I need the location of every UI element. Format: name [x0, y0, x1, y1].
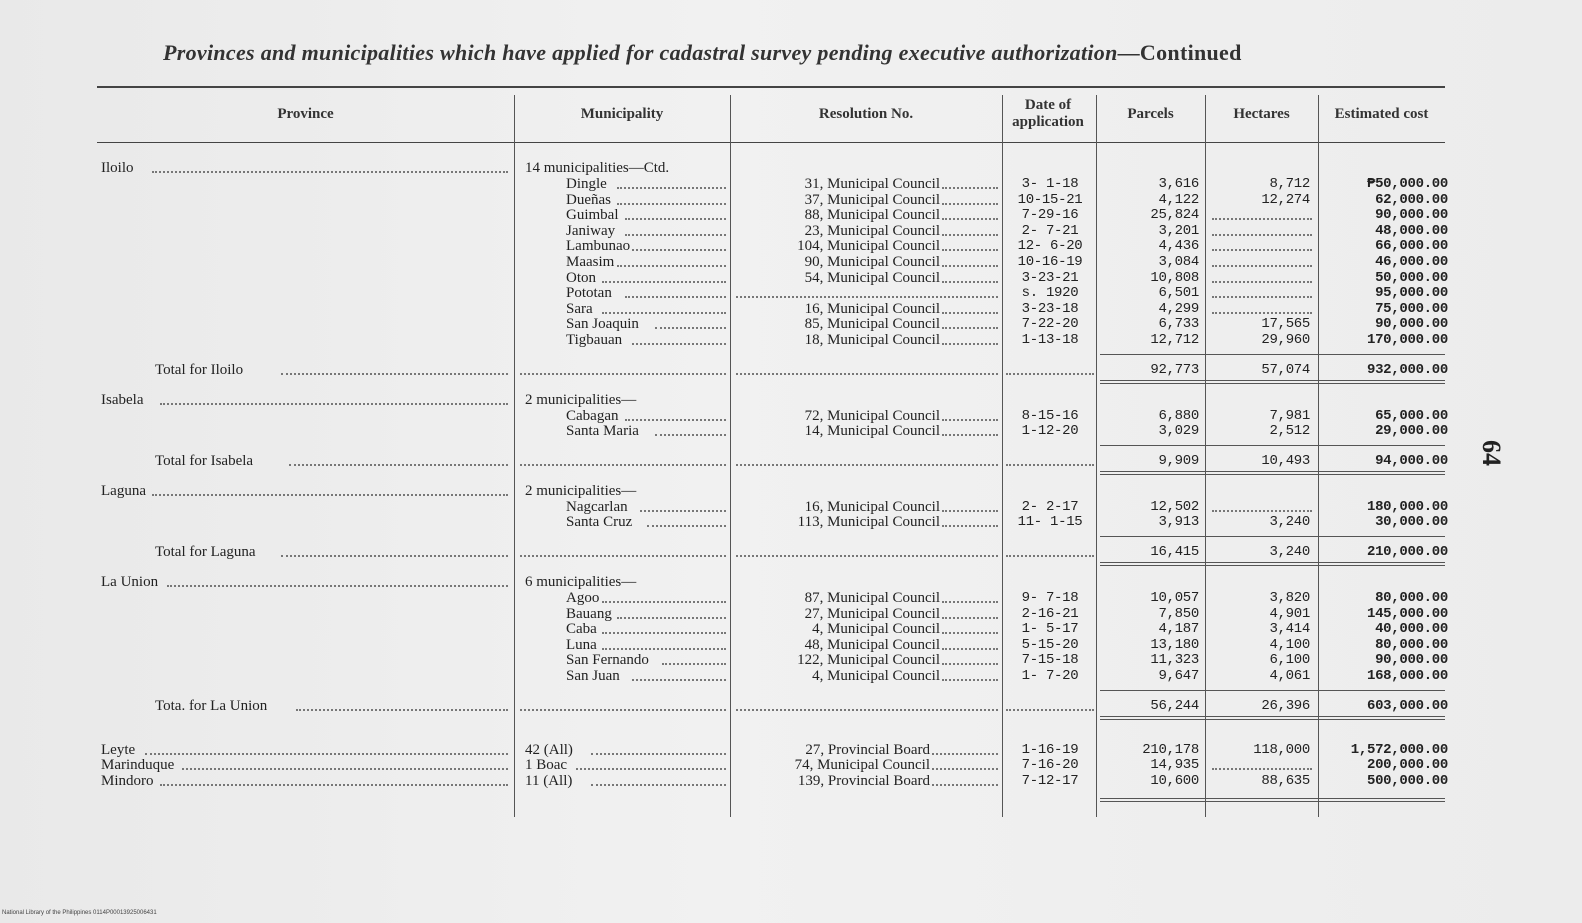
- dot-leader: [932, 784, 998, 786]
- hectares-value: 4,061: [1269, 668, 1310, 684]
- column-divider: [1002, 95, 1003, 817]
- dot-leader: [281, 555, 508, 557]
- dot-leader: [942, 249, 998, 251]
- dot-leader: [145, 753, 509, 755]
- municipality-name: 42 (All): [525, 741, 573, 758]
- municipality-name: Dingle: [566, 176, 607, 192]
- dot-leader: [942, 601, 998, 603]
- dot-leader: [942, 218, 998, 220]
- application-date: 1-13-18: [1021, 332, 1079, 348]
- municipality-name: Tigbauan: [566, 332, 623, 348]
- application-date: 2- 7-21: [1021, 222, 1079, 239]
- municipality-name: San Juan: [566, 668, 620, 684]
- estimated-cost-value: 180,000.00: [1366, 498, 1448, 515]
- municipality-name: Guimbal: [566, 207, 619, 224]
- dot-leader: [1212, 265, 1312, 267]
- estimated-cost-value: 65,000.00: [1375, 407, 1448, 424]
- municipality-name: Janiway: [566, 222, 616, 239]
- total-double-rule: [1100, 719, 1445, 720]
- parcels-value: 6,501: [1158, 285, 1199, 302]
- resolution-number: 31, Municipal Council: [804, 176, 940, 192]
- dot-leader: [625, 419, 727, 421]
- municipality-name: Cabagan: [566, 407, 619, 424]
- dot-leader: [942, 187, 998, 189]
- hectares-value: 7,981: [1269, 407, 1310, 424]
- top-rule: [97, 86, 1445, 88]
- total-hectares: 26,396: [1261, 697, 1310, 714]
- municipality-name: 1 Boac: [525, 757, 568, 774]
- dot-leader: [625, 218, 727, 220]
- total-double-rule: [1100, 380, 1445, 381]
- province-name: Isabela: [101, 391, 144, 408]
- column-header-resolution-no: Resolution No.: [818, 106, 914, 122]
- dot-leader: [602, 648, 726, 650]
- resolution-number: 27, Municipal Council: [804, 605, 940, 622]
- dot-leader: [1212, 312, 1312, 314]
- dot-leader: [602, 601, 726, 603]
- dot-leader: [632, 679, 726, 681]
- total-estimated-cost: 603,000.00: [1366, 697, 1448, 714]
- resolution-number: 16, Municipal Council: [804, 300, 940, 317]
- resolution-number: 85, Municipal Council: [804, 316, 940, 333]
- hectares-value: 2,512: [1269, 423, 1310, 440]
- estimated-cost-value: 62,000.00: [1375, 191, 1448, 208]
- application-date: 1-12-20: [1021, 423, 1079, 440]
- dot-leader: [942, 679, 998, 681]
- application-date: 7-16-20: [1021, 757, 1079, 774]
- total-double-rule: [1100, 471, 1445, 472]
- dot-leader: [736, 709, 998, 711]
- dot-leader: [942, 434, 998, 436]
- dot-leader: [942, 632, 998, 634]
- dot-leader: [152, 171, 508, 173]
- column-divider: [1318, 95, 1319, 817]
- application-date: 2-16-21: [1021, 605, 1079, 622]
- municipality-name: Sara: [566, 300, 593, 317]
- province-name: Marinduque: [101, 757, 175, 774]
- subtotal-rule: [1100, 445, 1445, 446]
- application-date: 10-16-19: [1017, 254, 1083, 270]
- dot-leader: [942, 419, 998, 421]
- dot-leader: [647, 525, 726, 527]
- dot-leader: [1006, 709, 1094, 711]
- application-date: 5-15-20: [1021, 636, 1079, 653]
- estimated-cost-value: 29,000.00: [1375, 423, 1448, 440]
- parcels-value: 9,647: [1158, 668, 1199, 684]
- dot-leader: [662, 663, 726, 665]
- dot-leader: [602, 281, 726, 283]
- application-date: 3-23-21: [1021, 269, 1079, 286]
- dot-leader: [617, 203, 726, 205]
- estimated-cost-value: 500,000.00: [1366, 772, 1448, 789]
- estimated-cost-value: 48,000.00: [1375, 222, 1448, 239]
- application-date: 12- 6-20: [1017, 238, 1083, 255]
- total-double-rule: [1100, 716, 1445, 717]
- resolution-number: 18, Municipal Council: [804, 332, 940, 348]
- subtotal-rule: [1100, 690, 1445, 691]
- dot-leader: [167, 585, 508, 587]
- column-divider: [514, 95, 515, 817]
- closing-double-rule: [1100, 798, 1445, 799]
- dot-leader: [942, 312, 998, 314]
- hectares-value: 17,565: [1261, 316, 1310, 333]
- municipality-name: 11 (All): [525, 772, 573, 789]
- total-parcels: 56,244: [1150, 697, 1199, 714]
- parcels-value: 10,057: [1150, 590, 1199, 606]
- parcels-value: 3,029: [1158, 423, 1199, 440]
- municipality-name: San Joaquin: [566, 316, 639, 333]
- resolution-number: 87, Municipal Council: [804, 590, 940, 606]
- application-date: s. 1920: [1021, 285, 1079, 302]
- parcels-value: 4,436: [1158, 238, 1199, 255]
- dot-leader: [520, 464, 726, 466]
- hectares-value: 8,712: [1269, 176, 1310, 192]
- municipality-name: Santa Maria: [566, 423, 639, 440]
- total-estimated-cost: 932,000.00: [1366, 361, 1448, 378]
- subtotal-rule: [1100, 354, 1445, 355]
- hectares-value: 4,901: [1269, 605, 1310, 622]
- parcels-value: 3,616: [1158, 176, 1199, 192]
- resolution-number: 16, Municipal Council: [804, 498, 940, 515]
- municipality-name: Caba: [566, 621, 597, 638]
- parcels-value: 3,084: [1158, 254, 1199, 270]
- hectares-value: 3,820: [1269, 590, 1310, 606]
- municipality-name: Dueñas: [566, 191, 611, 208]
- dot-leader: [182, 768, 508, 770]
- parcels-value: 210,178: [1142, 741, 1199, 758]
- closing-double-rule: [1100, 801, 1445, 802]
- dot-leader: [281, 373, 508, 375]
- municipality-group-header: 2 municipalities—: [525, 482, 637, 499]
- dot-leader: [736, 373, 998, 375]
- application-date: 9- 7-18: [1021, 590, 1079, 606]
- estimated-cost-value: 200,000.00: [1366, 757, 1448, 774]
- municipality-name: Santa Cruz: [566, 514, 633, 531]
- column-header-estimated-cost: Estimated cost: [1334, 106, 1429, 122]
- column-header-province: Province: [277, 106, 334, 122]
- resolution-number: 122, Municipal Council: [797, 652, 940, 669]
- dot-leader: [942, 343, 998, 345]
- library-footer: National Library of the Philippines 0114P00013925006431: [2, 910, 157, 916]
- dot-leader: [942, 265, 998, 267]
- dot-leader: [655, 434, 727, 436]
- dot-leader: [1006, 555, 1094, 557]
- estimated-cost-value: ₱50,000.00: [1366, 176, 1448, 192]
- dot-leader: [591, 753, 726, 755]
- application-date: 7-29-16: [1021, 207, 1079, 224]
- column-header-date-of-application: Date of application: [1012, 97, 1084, 130]
- estimated-cost-value: 90,000.00: [1375, 652, 1448, 669]
- subtotal-rule: [1100, 536, 1445, 537]
- resolution-number: 4, Municipal Council: [812, 621, 940, 638]
- municipality-name: Pototan: [566, 285, 612, 302]
- estimated-cost-value: 66,000.00: [1375, 238, 1448, 255]
- total-parcels: 16,415: [1150, 544, 1199, 560]
- dot-leader: [1212, 510, 1312, 512]
- dot-leader: [576, 768, 726, 770]
- dot-leader: [655, 327, 727, 329]
- province-name: Laguna: [101, 482, 146, 499]
- resolution-number: 14, Municipal Council: [804, 423, 940, 440]
- resolution-number: 139, Provincial Board: [797, 772, 930, 789]
- municipality-name: Lambunao: [566, 238, 631, 255]
- dot-leader: [942, 234, 998, 236]
- hectares-value: 29,960: [1261, 332, 1310, 348]
- estimated-cost-value: 170,000.00: [1366, 332, 1448, 348]
- hectares-value: 6,100: [1269, 652, 1310, 669]
- resolution-number: 72, Municipal Council: [804, 407, 940, 424]
- dot-leader: [632, 249, 726, 251]
- column-divider: [1096, 95, 1097, 817]
- dot-leader: [625, 296, 727, 298]
- page-number: 64: [1477, 440, 1506, 466]
- estimated-cost-value: 80,000.00: [1375, 636, 1448, 653]
- municipality-group-header: 6 municipalities—: [525, 574, 637, 590]
- dot-leader: [160, 784, 509, 786]
- province-total-label: Total for Iloilo: [155, 361, 244, 378]
- estimated-cost-value: 168,000.00: [1366, 668, 1448, 684]
- parcels-value: 12,712: [1150, 332, 1199, 348]
- application-date: 2- 2-17: [1021, 498, 1079, 515]
- total-parcels: 92,773: [1150, 361, 1199, 378]
- municipality-name: Nagcarlan: [566, 498, 628, 515]
- estimated-cost-value: 95,000.00: [1375, 285, 1448, 302]
- dot-leader: [942, 203, 998, 205]
- application-date: 1- 5-17: [1021, 621, 1079, 638]
- column-divider: [730, 95, 731, 817]
- hectares-value: 12,274: [1261, 191, 1310, 208]
- dot-leader: [289, 464, 509, 466]
- resolution-number: 113, Municipal Council: [797, 514, 940, 531]
- parcels-value: 6,733: [1158, 316, 1199, 333]
- resolution-number: 54, Municipal Council: [804, 269, 940, 286]
- parcels-value: 25,824: [1150, 207, 1199, 224]
- dot-leader: [152, 494, 508, 496]
- province-total-label: Tota. for La Union: [155, 697, 268, 714]
- dot-leader: [1006, 464, 1094, 466]
- application-date: 1-16-19: [1021, 741, 1079, 758]
- application-date: 8-15-16: [1021, 407, 1079, 424]
- dot-leader: [160, 403, 509, 405]
- estimated-cost-value: 1,572,000.00: [1350, 741, 1448, 758]
- dot-leader: [932, 753, 998, 755]
- dot-leader: [520, 373, 726, 375]
- total-double-rule: [1100, 383, 1445, 384]
- resolution-number: 48, Municipal Council: [804, 636, 940, 653]
- estimated-cost-value: 30,000.00: [1375, 514, 1448, 531]
- table-title: Provinces and municipalities which have applied for cadastral survey pending executive authorization—Continued: [163, 40, 1242, 65]
- dot-leader: [602, 312, 726, 314]
- municipality-name: San Fernando: [566, 652, 649, 669]
- dot-leader: [296, 709, 508, 711]
- municipality-group-header: 14 municipalities—Ctd.: [525, 160, 670, 176]
- province-name: La Union: [101, 574, 159, 590]
- dot-leader: [736, 296, 998, 298]
- parcels-value: 13,180: [1150, 636, 1199, 653]
- dot-leader: [942, 648, 998, 650]
- dot-leader: [942, 525, 998, 527]
- resolution-number: 74, Municipal Council: [794, 757, 930, 774]
- parcels-value: 4,187: [1158, 621, 1199, 638]
- estimated-cost-value: 40,000.00: [1375, 621, 1448, 638]
- hectares-value: 118,000: [1253, 741, 1310, 758]
- parcels-value: 3,913: [1158, 514, 1199, 531]
- province-total-label: Total for Isabela: [155, 452, 254, 469]
- municipality-group-header: 2 municipalities—: [525, 391, 637, 408]
- estimated-cost-value: 46,000.00: [1375, 254, 1448, 270]
- estimated-cost-value: 80,000.00: [1375, 590, 1448, 606]
- estimated-cost-value: 90,000.00: [1375, 207, 1448, 224]
- total-double-rule: [1100, 474, 1445, 475]
- total-double-rule: [1100, 565, 1445, 566]
- province-total-label: Total for Laguna: [155, 544, 256, 560]
- dot-leader: [1212, 281, 1312, 283]
- resolution-number: 90, Municipal Council: [804, 254, 940, 270]
- municipality-name: Bauang: [566, 605, 612, 622]
- dot-leader: [617, 617, 726, 619]
- total-hectares: 10,493: [1261, 452, 1310, 469]
- estimated-cost-value: 75,000.00: [1375, 300, 1448, 317]
- estimated-cost-value: 50,000.00: [1375, 269, 1448, 286]
- dot-leader: [1212, 296, 1312, 298]
- total-hectares: 3,240: [1269, 544, 1310, 560]
- parcels-value: 6,880: [1158, 407, 1199, 424]
- municipality-name: Luna: [566, 636, 597, 653]
- dot-leader: [942, 281, 998, 283]
- total-parcels: 9,909: [1158, 452, 1199, 469]
- dot-leader: [1212, 234, 1312, 236]
- province-name: Iloilo: [101, 160, 134, 176]
- application-date: 1- 7-20: [1021, 668, 1079, 684]
- hectares-value: 4,100: [1269, 636, 1310, 653]
- estimated-cost-value: 145,000.00: [1366, 605, 1448, 622]
- province-name: Leyte: [101, 741, 136, 758]
- parcels-value: 10,808: [1150, 269, 1199, 286]
- parcels-value: 11,323: [1150, 652, 1199, 669]
- parcels-value: 4,122: [1158, 191, 1199, 208]
- resolution-number: 4, Municipal Council: [812, 668, 940, 684]
- dot-leader: [736, 555, 998, 557]
- municipality-name: Maasim: [566, 254, 615, 270]
- resolution-number: 23, Municipal Council: [804, 222, 940, 239]
- dot-leader: [942, 510, 998, 512]
- parcels-value: 4,299: [1158, 300, 1199, 317]
- parcels-value: 10,600: [1150, 772, 1199, 789]
- dot-leader: [625, 234, 727, 236]
- application-date: 7-22-20: [1021, 316, 1079, 333]
- dot-leader: [942, 327, 998, 329]
- total-hectares: 57,074: [1261, 361, 1310, 378]
- dot-leader: [932, 768, 998, 770]
- total-estimated-cost: 210,000.00: [1366, 544, 1448, 560]
- resolution-number: 104, Municipal Council: [797, 238, 940, 255]
- dot-leader: [640, 510, 727, 512]
- dot-leader: [617, 187, 726, 189]
- column-divider: [1205, 95, 1206, 817]
- dot-leader: [1006, 373, 1094, 375]
- application-date: 7-12-17: [1021, 772, 1079, 789]
- dot-leader: [520, 709, 726, 711]
- resolution-number: 27, Provincial Board: [805, 741, 930, 758]
- dot-leader: [1212, 768, 1312, 770]
- estimated-cost-value: 90,000.00: [1375, 316, 1448, 333]
- hectares-value: 3,414: [1269, 621, 1310, 638]
- parcels-value: 7,850: [1158, 605, 1199, 622]
- dot-leader: [1212, 249, 1312, 251]
- header-rule: [97, 142, 1445, 143]
- hectares-value: 88,635: [1261, 772, 1310, 789]
- parcels-value: 12,502: [1150, 498, 1199, 515]
- dot-leader: [617, 265, 726, 267]
- application-date: 3-23-18: [1021, 300, 1079, 317]
- total-estimated-cost: 94,000.00: [1375, 452, 1448, 469]
- total-double-rule: [1100, 562, 1445, 563]
- application-date: 7-15-18: [1021, 652, 1079, 669]
- hectares-value: 3,240: [1269, 514, 1310, 531]
- column-header-municipality: Municipality: [580, 106, 664, 122]
- municipality-name: Oton: [566, 269, 596, 286]
- dot-leader: [736, 464, 998, 466]
- column-header-parcels: Parcels: [1127, 106, 1174, 122]
- parcels-value: 14,935: [1150, 757, 1199, 774]
- dot-leader: [942, 663, 998, 665]
- province-name: Mindoro: [101, 772, 154, 789]
- application-date: 10-15-21: [1017, 191, 1083, 208]
- dot-leader: [1212, 218, 1312, 220]
- resolution-number: 37, Municipal Council: [804, 191, 940, 208]
- dot-leader: [520, 555, 726, 557]
- dot-leader: [942, 617, 998, 619]
- application-date: 11- 1-15: [1017, 514, 1083, 531]
- dot-leader: [632, 343, 726, 345]
- resolution-number: 88, Municipal Council: [804, 207, 940, 224]
- application-date: 3- 1-18: [1021, 176, 1079, 192]
- column-header-hectares: Hectares: [1233, 106, 1290, 122]
- dot-leader: [602, 632, 726, 634]
- parcels-value: 3,201: [1158, 222, 1199, 239]
- dot-leader: [591, 784, 726, 786]
- municipality-name: Agoo: [566, 590, 600, 606]
